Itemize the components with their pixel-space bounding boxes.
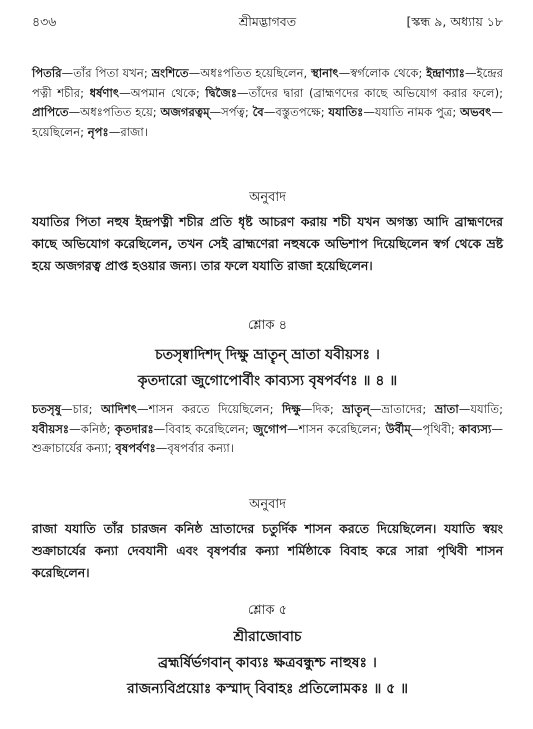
sanskrit-word: বৈ: [252, 105, 264, 119]
word-meaning: হয়েছিলেন;: [32, 124, 88, 139]
verse-line: চতসৃষ্বাদিশদ্ দিক্ষু ভ্রাতৄন্ ভ্রাতা যবীয়সঃ ।: [155, 347, 380, 363]
book-title: শ্রীমদ্ভাগবত: [238, 14, 297, 29]
translation-heading: অনুবাদ: [249, 497, 286, 512]
word-meaning: শাসন করেছিলেন;: [298, 421, 386, 436]
sanskrit-word: দিক্ষু: [281, 402, 301, 416]
word-meaning: বৃষপর্বার কন্যা।: [167, 441, 234, 455]
word-meaning: ভ্রাতাদের;: [381, 402, 435, 416]
sanskrit-word: যযাতিঃ: [328, 105, 364, 119]
sanskrit-word: আদিশৎ: [100, 402, 137, 416]
sanskrit-word: দ্বিজৈঃ: [205, 85, 238, 100]
canto-chapter: [স্কন্ধ ৯, অধ্যায় ১৮: [406, 14, 503, 29]
sanskrit-word: ধর্ষণাৎ: [89, 85, 120, 100]
sanskrit-word: অজগরত্বম্: [160, 105, 210, 119]
verse-line: রাজন্যবিপ্রয়োঃ কস্মাদ্ বিবাহঃ প্রতিলোমকঃ ॥ ৫ ॥: [127, 681, 408, 697]
sanskrit-word: উর্বীম্: [385, 421, 411, 436]
sanskrit-word: যবীয়সঃ: [32, 421, 70, 436]
sanskrit-word: ইন্দ্রাণ্যাঃ: [426, 66, 465, 80]
synonyms-verse-4: চতসৃষু—চার; আদিশৎ—শাসন করতে দিয়েছিলেন; দিক্ষু—দিক; ভ্রাতৄন্—ভ্রাতাদের; ভ্রাতা—যযাতি; যবীয়সঃ—কনিষ্ঠ; কৃতদারঃ—বিবাহ করেছিলেন; জুগোপ—শাসন করেছিলেন; উর্বীম্—পৃথিবী; কাব্যস্য—শুক্রাচার্যের কন্যা; বৃষপর্বণঃ—বৃষপর্বার কন্যা।: [32, 402, 504, 455]
sanskrit-word: ভ্রংশিতে: [151, 66, 189, 80]
sanskrit-word: বৃষপর্বণঃ: [115, 441, 156, 455]
word-meaning: যযাতি নামক পুত্র;: [374, 105, 461, 119]
word-meaning: সর্পত্ব;: [221, 105, 253, 119]
word-meaning: শাসন করতে দিয়েছিলেন;: [148, 402, 282, 416]
word-meaning: অধঃপতিত হয়েছিলেন,: [200, 66, 312, 80]
word-meaning: চার;: [72, 402, 101, 416]
translation-verse-4: রাজা যযাতি তাঁর চারজন কনিষ্ঠ ভ্রাতাদের চতুর্দিক শাসন করতে দিয়েছিলেন। যযাতি স্বয়ং শুক্রাচার্যের কন্যা দেবযানী এবং বৃষপর্বার কন্যা শর্মিষ্ঠাকে বিবাহ করে সারা পৃথিবী শাসন করেছিলেন।: [32, 521, 503, 580]
word-meaning: ইন্দ্রের পত্নী শচীর;: [32, 66, 503, 100]
word-meaning: বস্তুতপক্ষে;: [275, 105, 329, 119]
sanskrit-word: অভবৎ: [460, 105, 492, 119]
verse-heading: শ্লোক ৪: [247, 318, 288, 333]
sanskrit-word: কৃতদারঃ: [114, 421, 154, 436]
sanskrit-word: ভ্রাতৄন্: [342, 402, 370, 416]
sanskrit-word: স্থানাৎ: [311, 66, 339, 80]
word-meaning: রাজা।: [120, 124, 148, 139]
verse-line: ব্রহ্মর্ষির্ভগবান্ কাব্যঃ ক্ষত্রবন্ধুশ্চ নাহুষঃ ।: [158, 655, 377, 671]
sanskrit-word: প্রাপিতে: [32, 105, 69, 119]
sanskrit-word: ভ্রাতা: [434, 402, 459, 416]
word-meaning: যযাতি;: [470, 402, 503, 416]
word-meaning: তাঁদের দ্বারা (ব্রাহ্মণদের কাছে অভিযোগ করার ফলে);: [248, 85, 503, 100]
word-meaning: বিবাহ করেছিলেন;: [165, 421, 254, 436]
word-meaning: পৃথিবী;: [422, 421, 460, 436]
word-meaning: স্বর্গলোক থেকে;: [350, 66, 427, 80]
page-header: [32, 14, 503, 34]
word-meaning: অধঃপতিত হয়ে;: [80, 105, 161, 119]
verse-5: [32, 601, 503, 711]
verse-heading: শ্লোক ৫: [247, 603, 288, 618]
sanskrit-word: চতসৃষু: [32, 402, 62, 416]
synonyms-verse-3: পিতরি—তাঁর পিতা যখন; ভ্রংশিতে—অধঃপতিত হয়েছিলেন, স্থানাৎ—স্বর্গলোক থেকে; ইন্দ্রাণ্যাঃ—ইন্দ্রের পত্নী শচীর; ধর্ষণাৎ—অপমান থেকে; দ্বিজৈঃ—তাঁদের দ্বারা (ব্রাহ্মণদের কাছে অভিযোগ করার ফলে); প্রাপিতে—অধঃপতিত হয়ে; অজগরত্বম্—সর্পত্ব; বৈ—বস্তুতপক্ষে; যযাতিঃ—যযাতি নামক পুত্র; অভবৎ—হয়েছিলেন; নৃপঃ—রাজা।: [32, 66, 503, 139]
verse-speaker: শ্রীরাজোবাচ: [233, 629, 302, 645]
translation-verse-3: যযাতির পিতা নহুষ ইন্দ্রপত্নী শচীর প্রতি ধৃষ্ট আচরণ করায় শচী যখন অগস্ত্য আদি ব্রাহ্মণদের কাছে অভিযোগ করেছিলেন, তখন সেই ব্রাহ্মণেরা নহুষকে অভিশাপ দিয়েছিলেন স্বর্গ থেকে ভ্রষ্ট হয়ে অজগরত্ব প্রাপ্ত হওয়ার জন্য। তার ফলে যযাতি রাজা হয়েছিলেন।: [32, 214, 503, 273]
word-meaning: অপমান থেকে;: [130, 85, 206, 100]
word-meaning: তাঁর পিতা যখন;: [73, 66, 152, 80]
sanskrit-word: জুগোপ: [253, 421, 287, 436]
page-number: ৪৩৬: [32, 14, 57, 29]
verse-line: কৃতদারো জুগোপোর্বীং কাব্যস্য বৃষপর্বণঃ ॥ ৪ ॥: [137, 373, 398, 389]
word-meaning: শুক্রাচার্যের কন্যা;: [32, 441, 116, 455]
word-meaning: দিক;: [312, 402, 343, 416]
word-meaning: কনিষ্ঠ;: [80, 421, 115, 436]
sanskrit-word: পিতরি: [32, 66, 62, 80]
sanskrit-word: নৃপঃ: [87, 124, 109, 139]
sanskrit-word: কাব্যস্য: [459, 421, 492, 436]
translation-heading: অনুবাদ: [249, 190, 286, 205]
